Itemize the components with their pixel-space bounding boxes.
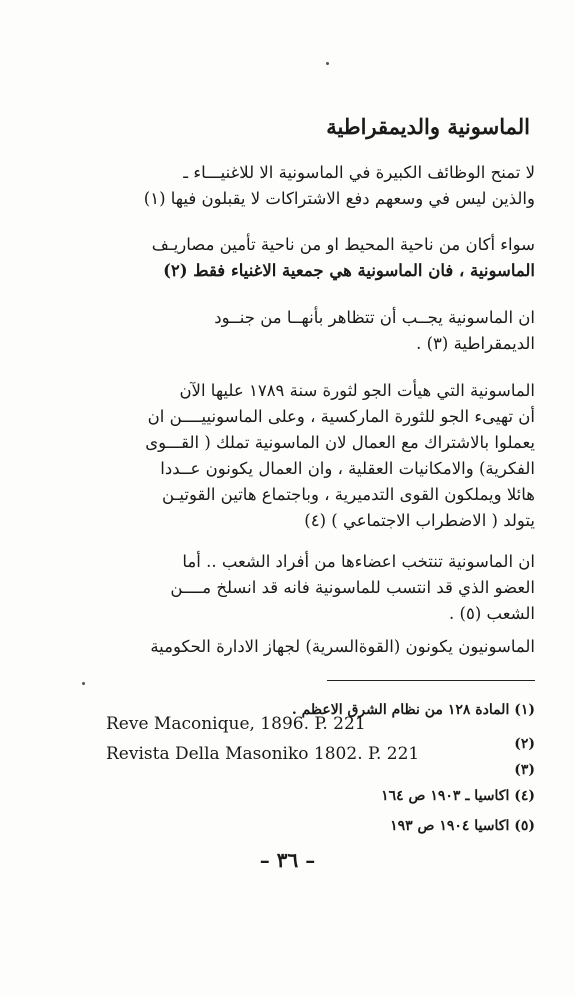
paragraph-line: ان الماسونية يجــب أن تتظاهر بأنهــا من جنــود — [214, 308, 535, 327]
page-number: – ٣٦ – — [259, 848, 316, 872]
paragraph-line: يتولد ( الاضطراب الاجتماعي ) (٤) — [304, 511, 535, 530]
footnote-3: (٣) — [514, 762, 535, 778]
footnote-divider — [327, 680, 535, 681]
paragraph-line: سواء أكان من ناحية المحيط او من ناحية تأمين مصاريـف — [151, 235, 535, 254]
paragraph-line: هائلا ويملكون القوى التدميرية ، وباجتماع هاتين القوتيـن — [161, 485, 535, 504]
paragraph-line: الشعب (٥) . — [449, 604, 535, 623]
footnote-2-source: Revista Della Masoniko 1802. P. 221 — [106, 744, 420, 764]
paragraph-line: العضو الذي قد انتسب للماسونية فانه قد انسلخ مــــن — [170, 578, 535, 597]
paragraph-5 — [38, 549, 535, 627]
paragraph-line: ان الماسونية تنتخب اعضاءها من أفراد الشعب .. أما — [182, 552, 535, 571]
paragraph-4 — [38, 378, 535, 534]
footnote-1-source: Reve Maconique, 1896. P. 221 — [106, 714, 366, 734]
footnote-5: (٥) اكاسيا ١٩٠٤ ص ١٩٣ — [390, 818, 535, 834]
paragraph-3 — [38, 305, 535, 357]
paragraph-line: الماسونية التي هيأت الجو لثورة سنة ١٧٨٩ عليها الآن — [179, 381, 535, 400]
footnote-2: (٢) — [514, 736, 535, 752]
print-speck — [326, 62, 329, 65]
paragraph-line: والذين ليس في وسعهم دفع الاشتراكات لا يقبلون فيها (١) — [143, 189, 535, 208]
print-speck — [82, 682, 85, 685]
footnote-1: (١) المادة ١٢٨ من نظام الشرق الاعظم . — [291, 702, 535, 718]
paragraph-line: الديمقراطية (٣) . — [416, 334, 535, 353]
paragraph-line: لا تمنح الوظائف الكبيرة في الماسونية الا للاغنيـــاء ـ — [183, 163, 535, 182]
footnote-4: (٤) اكاسيا ـ ١٩٠٣ ص ١٦٤ — [381, 788, 535, 804]
paragraph-line: الفكرية) والامكانيات العقلية ، وان العمال يكونون عــددا — [160, 459, 535, 478]
paragraph-line: الماسونية ، فان الماسونية هي جمعية الاغنياء فقط (٢) — [163, 261, 535, 280]
paragraph-2 — [38, 232, 535, 284]
section-heading: الماسونية والديمقراطية — [326, 114, 530, 139]
paragraph-line: أن تهيىء الجو للثورة الماركسية ، وعلى الماسونييــــن ان — [147, 407, 535, 426]
paragraph-line: الماسونيون يكونون (القوةالسرية) لجهاز الادارة الحكومية — [150, 637, 535, 656]
paragraph-line: يعملوا بالاشتراك مع العمال لان الماسونية تملك ( القـــوى — [145, 433, 535, 452]
paragraph-6 — [38, 634, 535, 660]
paragraph-1 — [38, 160, 535, 212]
